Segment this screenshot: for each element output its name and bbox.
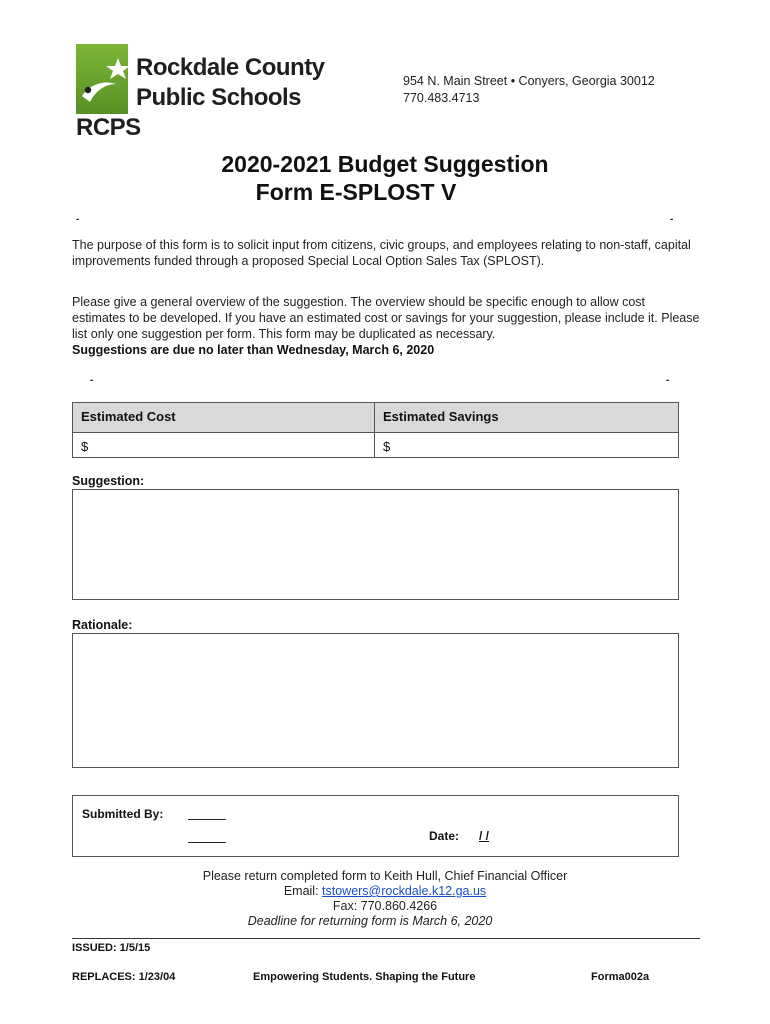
form-title	[0, 150, 770, 206]
logo-abbreviation: RCPS	[76, 114, 141, 141]
logo-mark	[76, 44, 136, 116]
form-id: Forma002a	[591, 971, 650, 983]
replaces-date: REPLACES: 1/23/04	[72, 971, 176, 983]
phone-line: 770.483.4713	[403, 91, 480, 105]
due-date-note: Suggestions are due no later than Wednesday, March 6, 2020	[72, 343, 435, 357]
logo-text-line1: Rockdale County	[136, 54, 325, 81]
section-marker: -	[670, 214, 674, 225]
date-label: Date:	[429, 829, 460, 843]
estimated-savings-header: Estimated Savings	[375, 403, 678, 432]
submission-box	[72, 795, 679, 857]
school-logo	[76, 44, 325, 146]
table-divider	[374, 403, 375, 457]
logo-text-line2: Public Schools	[136, 84, 302, 111]
return-deadline: Deadline for returning form is March 6, 2020	[247, 914, 493, 928]
rationale-textarea[interactable]	[72, 633, 679, 768]
title-line1: 2020-2021 Budget Suggestion	[221, 151, 549, 177]
return-instructions	[0, 869, 770, 929]
email-label: Email:	[283, 884, 323, 898]
intro-paragraph: The purpose of this form is to solicit input from citizens, civic groups, and employees relating to non-staff, capital improvements funded through a proposed Special Local Option Sales Tax (SPLOST).	[72, 238, 691, 268]
estimated-cost-field[interactable]: $	[81, 439, 89, 454]
title-line2: Form E-SPLOST V	[255, 179, 457, 205]
section-marker: -	[666, 375, 670, 386]
email-link[interactable]: tstowers@rockdale.k12.ga.us	[322, 884, 487, 898]
fax-line: Fax: 770.860.4266	[332, 899, 438, 913]
cost-savings-table	[72, 402, 679, 458]
suggestion-textarea[interactable]	[72, 489, 679, 600]
section-marker: -	[90, 375, 94, 386]
date-field[interactable]: / /	[479, 829, 490, 843]
footer-slogan: Empowering Students. Shaping the Future	[253, 971, 476, 983]
submitted-by-label: Submitted By:	[82, 807, 164, 821]
estimated-cost-header: Estimated Cost	[73, 403, 374, 432]
instructions-paragraph	[72, 294, 700, 358]
return-line: Please return completed form to Keith Hull, Chief Financial Officer	[202, 869, 568, 883]
rationale-label: Rationale:	[72, 618, 133, 632]
suggestion-label: Suggestion:	[72, 474, 145, 488]
school-address	[403, 73, 655, 107]
submitted-by-field[interactable]	[188, 819, 226, 820]
section-marker: -	[76, 214, 80, 225]
submitted-by-field-line2[interactable]	[188, 842, 226, 843]
footer-divider	[72, 938, 700, 939]
estimated-savings-field[interactable]: $	[383, 439, 391, 454]
email-row	[0, 884, 770, 899]
instructions-text: Please give a general overview of the suggestion. The overview should be specific enough to allow cost estimates to be developed. If you have an estimated cost or savings for your suggestion, please include it. Please list only one suggestion per form. This form may be duplicated as necessary.	[72, 295, 700, 341]
address-line: 954 N. Main Street • Conyers, Georgia 30012	[403, 74, 655, 88]
issued-date: ISSUED: 1/5/15	[72, 942, 151, 954]
table-divider	[73, 432, 678, 433]
